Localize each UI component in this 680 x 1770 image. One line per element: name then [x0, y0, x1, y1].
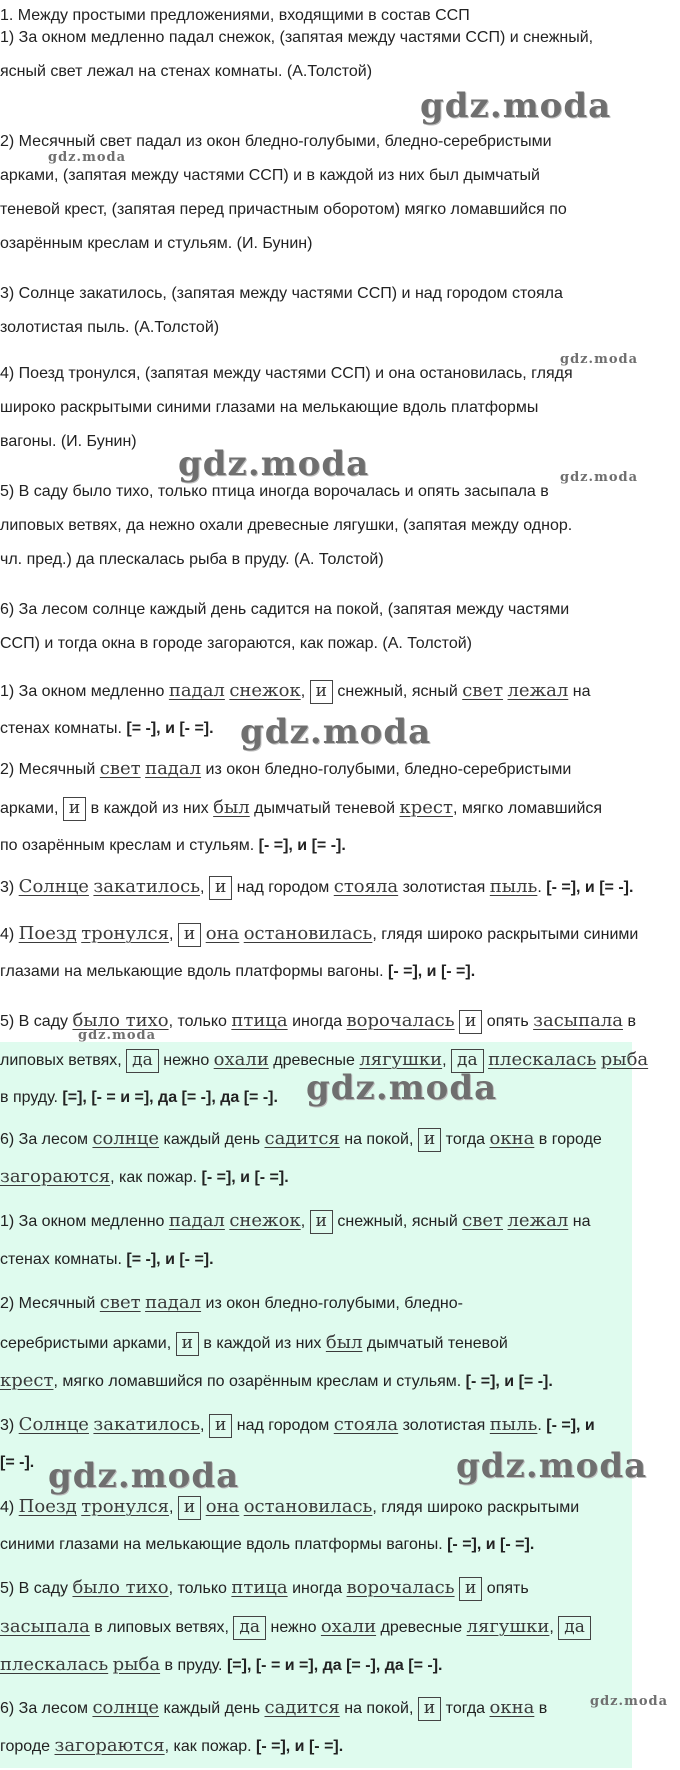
- boxed-conjunction: и: [418, 1128, 441, 1152]
- plain-text: 5) В саду: [0, 1580, 73, 1598]
- plain-text: , мягко ломавшийся: [452, 800, 603, 818]
- plain-text: ,: [169, 926, 178, 944]
- analysis-2-line: [0, 1535, 534, 1555]
- plain-text: золотистая: [398, 879, 490, 897]
- underlined-sentence-member: свет: [99, 758, 141, 779]
- plain-text: липовых ветвях,: [0, 1052, 127, 1070]
- underlined-sentence-member: Поезд: [18, 1496, 77, 1518]
- analysis-2-line: [0, 1616, 591, 1640]
- underlined-sentence-member: садится: [264, 1697, 340, 1719]
- plain-text: из окон бледно-голубыми, бледно-серебристыми: [201, 761, 572, 778]
- task-title: 1. Между простыми предложениями, входящими в состав ССП: [0, 7, 470, 24]
- plain-text: 3): [0, 1417, 19, 1435]
- underlined-sentence-member: птица: [231, 1577, 288, 1599]
- underlined-sentence-member: крест: [399, 797, 453, 819]
- plain-text: , как пожар.: [164, 1738, 257, 1755]
- underlined-sentence-member: остановилась: [243, 1496, 373, 1518]
- watermark: gdz.moda: [178, 444, 370, 484]
- underlined-sentence-member: остановилась: [243, 923, 373, 945]
- boxed-conjunction: и: [459, 1577, 482, 1601]
- analysis-1-line: [0, 1088, 278, 1108]
- plain-text: над городом: [232, 1417, 334, 1435]
- plain-text: на покой,: [339, 1700, 418, 1718]
- underlined-sentence-member: стояла: [333, 876, 399, 898]
- boxed-conjunction: и: [178, 923, 201, 947]
- boxed-conjunction: и: [418, 1697, 441, 1721]
- analysis-2-line: [0, 1414, 595, 1438]
- sentence-scheme: [- =], и [= -].: [258, 837, 346, 854]
- underlined-sentence-member: окна: [489, 1128, 535, 1150]
- underlined-sentence-member: свет: [99, 1292, 141, 1313]
- sentence-line: 4) Поезд тронулся, (запятая между частями ССП) и она остановилась, глядя: [0, 365, 573, 382]
- analysis-2-line: [0, 1210, 590, 1234]
- sentence-line: вагоны. (И. Бунин): [0, 433, 137, 450]
- sentence-scheme: [- =], и [- =].: [256, 1738, 344, 1755]
- plain-text: ,: [300, 683, 310, 701]
- underlined-sentence-member: крест: [0, 1370, 54, 1391]
- plain-text: дымчатый теневой: [362, 1335, 508, 1353]
- plain-text: 2) Месячный: [0, 1295, 100, 1312]
- plain-text: на: [568, 1213, 591, 1231]
- analysis-1-line: [0, 1128, 602, 1152]
- boxed-conjunction: и: [209, 1414, 232, 1438]
- plain-text: 6) За лесом: [0, 1700, 93, 1718]
- underlined-sentence-member: свет: [462, 680, 504, 702]
- analysis-2-line: [0, 1371, 553, 1392]
- watermark: gdz.moda: [456, 1446, 648, 1486]
- underlined-sentence-member: засыпала: [533, 1010, 623, 1032]
- plain-text: ,: [442, 1052, 451, 1070]
- underlined-sentence-member: засыпала: [0, 1616, 90, 1638]
- plain-text: синими глазами на мелькающие вдоль платформы вагоны.: [0, 1536, 448, 1553]
- plain-text: в: [623, 1013, 636, 1031]
- plain-text: золотистая: [398, 1417, 490, 1435]
- sentence-line: 6) За лесом солнце каждый день садится на покой, (запятая между частями: [0, 601, 570, 618]
- plain-text: , только: [168, 1580, 232, 1598]
- underlined-sentence-member: пыль: [489, 876, 538, 898]
- analysis-1-line: [0, 759, 571, 780]
- analysis-2-line: [0, 1332, 508, 1356]
- plain-text: 3): [0, 879, 19, 897]
- plain-text: тогда: [441, 1131, 490, 1149]
- plain-text: , только: [168, 1013, 232, 1031]
- plain-text: ,: [300, 1213, 310, 1231]
- sentence-scheme: [=], [- = и =], да [= -], да [= -].: [226, 1657, 443, 1674]
- sentence-scheme: [= -].: [0, 1454, 35, 1471]
- underlined-sentence-member: был: [325, 1332, 363, 1354]
- underlined-sentence-member: пыль: [489, 1414, 538, 1436]
- plain-text: каждый день: [159, 1700, 265, 1718]
- plain-text: 4): [0, 926, 19, 944]
- plain-text: .: [537, 1417, 547, 1435]
- sentence-line: широко раскрытыми синими глазами на мелькающие вдоль платформы: [0, 399, 539, 416]
- underlined-sentence-member: загораются: [0, 1166, 111, 1187]
- underlined-sentence-member: солнце: [92, 1128, 160, 1150]
- plain-text: городе: [0, 1738, 55, 1755]
- plain-text: тогда: [441, 1700, 490, 1718]
- underlined-sentence-member: было тихо: [72, 1577, 169, 1599]
- plain-text: иногда: [287, 1013, 347, 1031]
- sentence-scheme: [- =], и: [546, 1417, 595, 1435]
- plain-text: ,: [200, 1417, 209, 1435]
- analysis-2-line: [0, 1697, 547, 1721]
- underlined-sentence-member: падал: [145, 758, 202, 779]
- underlined-sentence-member: лягушки: [359, 1049, 443, 1071]
- plain-text: над городом: [232, 879, 334, 897]
- analysis-2-line: [0, 1293, 463, 1314]
- underlined-sentence-member: рыба: [112, 1654, 161, 1675]
- underlined-sentence-member: охали: [213, 1049, 269, 1071]
- underlined-sentence-member: Солнце: [18, 1414, 89, 1436]
- plain-text: в пруду.: [160, 1657, 227, 1674]
- plain-text: серебристыми арками,: [0, 1335, 176, 1353]
- watermark: gdz.moda: [78, 1028, 157, 1043]
- sentence-line: 1) За окном медленно падал снежок, (запятая между частями ССП) и снежный,: [0, 29, 594, 46]
- sentence-scheme: [= -], и [- =].: [126, 1251, 214, 1268]
- sentence-line: 5) В саду было тихо, только птица иногда ворочалась и опять засыпала в: [0, 483, 549, 500]
- boxed-conjunction: и: [310, 1210, 333, 1234]
- plain-text: в городе: [534, 1131, 602, 1149]
- analysis-2-line: [0, 1577, 529, 1601]
- underlined-sentence-member: Поезд: [18, 923, 77, 945]
- watermark: gdz.moda: [420, 86, 612, 126]
- plain-text: ,: [549, 1619, 559, 1637]
- underlined-sentence-member: солнце: [92, 1697, 160, 1719]
- underlined-sentence-member: садится: [264, 1128, 340, 1150]
- plain-text: , глядя широко раскрытыми: [372, 1499, 580, 1517]
- plain-text: каждый день: [159, 1131, 265, 1149]
- underlined-sentence-member: рыба: [600, 1049, 649, 1071]
- plain-text: 6) За лесом: [0, 1131, 93, 1149]
- sentence-scheme: [- =], и [- =].: [388, 963, 476, 980]
- plain-text: древесные: [376, 1619, 467, 1637]
- plain-text: нежно: [158, 1052, 214, 1070]
- underlined-sentence-member: было тихо: [72, 1010, 169, 1032]
- boxed-conjunction: да: [451, 1049, 484, 1073]
- sentence-line: 3) Солнце закатилось, (запятая между частями ССП) и над городом стояла: [0, 285, 563, 302]
- underlined-sentence-member: падал: [168, 680, 225, 702]
- plain-text: 4): [0, 1499, 19, 1517]
- sentence-line: золотистая пыль. (А.Толстой): [0, 319, 220, 336]
- plain-text: нежно: [266, 1619, 321, 1637]
- underlined-sentence-member: охали: [320, 1616, 377, 1638]
- plain-text: опять: [482, 1580, 529, 1598]
- boxed-conjunction: и: [178, 1496, 201, 1520]
- analysis-1-line: [0, 962, 475, 982]
- underlined-sentence-member: лягушки: [466, 1616, 550, 1638]
- plain-text: ,: [200, 879, 209, 897]
- watermark: gdz.moda: [240, 712, 432, 752]
- sentence-line: ясный свет лежал на стенах комнаты. (А.Толстой): [0, 63, 373, 80]
- underlined-sentence-member: плескалась: [0, 1654, 109, 1675]
- plain-text: древесные: [268, 1052, 360, 1070]
- watermark: gdz.moda: [590, 1694, 669, 1709]
- underlined-sentence-member: стояла: [333, 1414, 399, 1436]
- boxed-conjunction: да: [558, 1616, 591, 1640]
- sentence-line: 2) Месячный свет падал из окон бледно-голубыми, бледно-серебристыми: [0, 133, 552, 150]
- sentence-scheme: [- =], и [= -].: [546, 879, 634, 897]
- plain-text: опять: [482, 1013, 534, 1031]
- underlined-sentence-member: снежок: [229, 1210, 301, 1232]
- analysis-1-line: [0, 797, 602, 821]
- underlined-sentence-member: окна: [489, 1697, 535, 1719]
- boxed-conjunction: и: [459, 1010, 482, 1034]
- sentence-scheme: [- =], и [- =].: [201, 1169, 289, 1186]
- plain-text: в: [534, 1700, 548, 1718]
- plain-text: в каждой из них: [198, 1335, 326, 1353]
- analysis-1-line: [0, 876, 633, 900]
- plain-text: арками,: [0, 800, 63, 818]
- analysis-2-line: [0, 1453, 34, 1473]
- sentence-scheme: [= -], и [- =].: [126, 720, 214, 737]
- boxed-conjunction: и: [63, 797, 86, 821]
- plain-text: из окон бледно-голубыми, бледно-: [201, 1295, 463, 1312]
- underlined-sentence-member: ворочалась: [346, 1010, 455, 1032]
- plain-text: ,: [169, 1499, 178, 1517]
- watermark: gdz.moda: [560, 352, 639, 367]
- plain-text: .: [537, 879, 547, 897]
- underlined-sentence-member: закатилось: [93, 876, 201, 898]
- underlined-sentence-member: лежал: [507, 680, 569, 702]
- plain-text: глазами на мелькающие вдоль платформы вагоны.: [0, 963, 388, 980]
- sentence-line: липовых ветвях, да нежно охали древесные лягушки, (запятая между однор.: [0, 517, 573, 534]
- underlined-sentence-member: тронулся: [81, 923, 169, 945]
- underlined-sentence-member: ворочалась: [346, 1577, 455, 1599]
- analysis-1-line: [0, 923, 638, 947]
- underlined-sentence-member: тронулся: [81, 1496, 169, 1518]
- analysis-1-line: [0, 1167, 289, 1188]
- underlined-sentence-member: снежок: [229, 680, 301, 702]
- plain-text: 1) За окном медленно: [0, 683, 169, 701]
- plain-text: снежный, ясный: [332, 1213, 463, 1231]
- sentence-line: озарённым креслам и стульям. (И. Бунин): [0, 235, 313, 252]
- plain-text: в пруду.: [0, 1089, 63, 1106]
- watermark: gdz.moda: [48, 150, 127, 165]
- underlined-sentence-member: был: [213, 797, 250, 819]
- boxed-conjunction: да: [233, 1616, 266, 1640]
- underlined-sentence-member: свет: [462, 1210, 504, 1232]
- underlined-sentence-member: падал: [145, 1292, 202, 1313]
- watermark: gdz.moda: [560, 470, 639, 485]
- underlined-sentence-member: закатилось: [93, 1414, 201, 1436]
- underlined-sentence-member: лежал: [507, 1210, 569, 1232]
- sentence-line: ССП) и тогда окна в городе загораются, как пожар. (А. Толстой): [0, 635, 472, 652]
- underlined-sentence-member: птица: [231, 1010, 288, 1032]
- underlined-sentence-member: она: [205, 923, 240, 945]
- plain-text: 5) В саду: [0, 1013, 73, 1031]
- sentence-line: арками, (запятая между частями ССП) и в каждой из них был дымчатый: [0, 167, 540, 184]
- plain-text: на покой,: [339, 1131, 418, 1149]
- underlined-sentence-member: падал: [168, 1210, 225, 1232]
- plain-text: иногда: [287, 1580, 347, 1598]
- plain-text: стенах комнаты.: [0, 1251, 127, 1268]
- plain-text: в липовых ветвях,: [89, 1619, 234, 1637]
- underlined-sentence-member: плескалась: [488, 1049, 597, 1071]
- analysis-2-line: [0, 1250, 214, 1270]
- plain-text: на: [568, 683, 591, 701]
- plain-text: , глядя широко раскрытыми синими: [372, 926, 639, 944]
- sentence-scheme: [- =], и [= -].: [465, 1373, 553, 1390]
- plain-text: в каждой из них: [86, 800, 214, 818]
- boxed-conjunction: и: [310, 680, 333, 704]
- analysis-1-line: [0, 836, 346, 856]
- watermark: gdz.moda: [306, 1068, 498, 1108]
- underlined-sentence-member: загораются: [54, 1735, 165, 1756]
- plain-text: , как пожар.: [110, 1169, 202, 1186]
- plain-text: 2) Месячный: [0, 761, 100, 778]
- sentence-line: теневой крест, (запятая перед причастным оборотом) мягко ломавшийся по: [0, 201, 567, 218]
- sentence-scheme: [- =], и [- =].: [447, 1536, 535, 1553]
- analysis-2-line: [0, 1496, 579, 1520]
- analysis-1-line: [0, 719, 214, 739]
- sentence-scheme: [=], [- = и =], да [= -], да [= -].: [62, 1089, 278, 1106]
- analysis-1-line: [0, 680, 590, 704]
- plain-text: по озарённым креслам и стульям.: [0, 837, 259, 854]
- plain-text: , мягко ломавшийся по озарённым креслам и стульям.: [53, 1373, 466, 1390]
- plain-text: снежный, ясный: [332, 683, 463, 701]
- boxed-conjunction: да: [126, 1049, 159, 1073]
- sentence-line: чл. пред.) да плескалась рыба в пруду. (А. Толстой): [0, 551, 384, 568]
- boxed-conjunction: и: [209, 876, 232, 900]
- plain-text: дымчатый теневой: [249, 800, 400, 818]
- plain-text: 1) За окном медленно: [0, 1213, 169, 1231]
- watermark: gdz.moda: [48, 1456, 240, 1496]
- analysis-2-line: [0, 1736, 343, 1757]
- underlined-sentence-member: Солнце: [18, 876, 89, 898]
- underlined-sentence-member: она: [205, 1496, 240, 1518]
- plain-text: стенах комнаты.: [0, 720, 127, 737]
- analysis-2-line: [0, 1655, 442, 1676]
- boxed-conjunction: и: [176, 1332, 199, 1356]
